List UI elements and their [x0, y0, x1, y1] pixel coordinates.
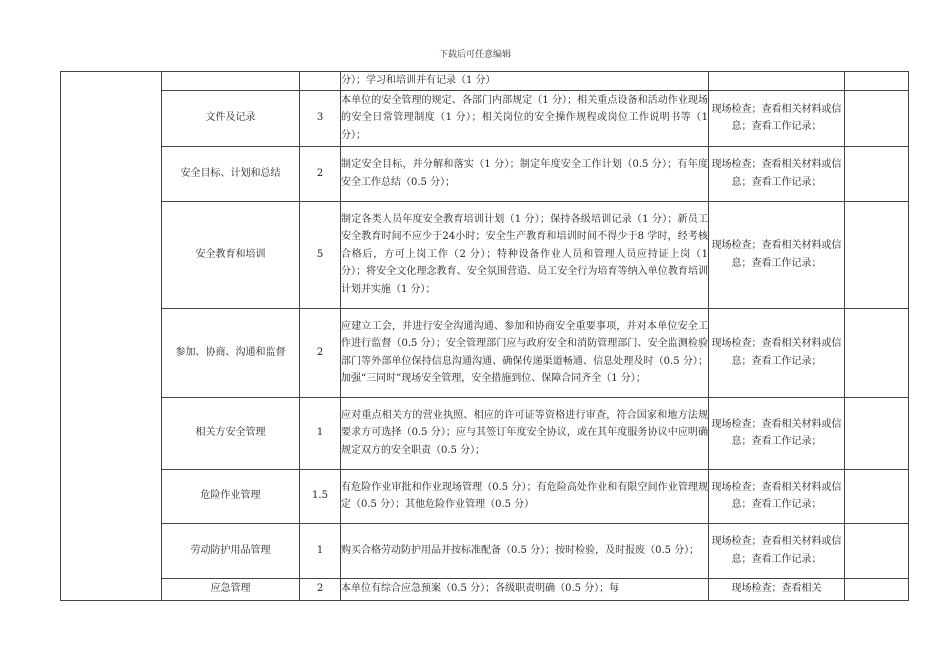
category-cell	[61, 72, 162, 601]
table-row	[61, 523, 909, 578]
method-cell: 现场检查；查看相关材料或信息；查看工作记录；	[709, 523, 845, 578]
inspection-table	[60, 71, 909, 601]
content-cell: 有危险作业审批和作业现场管理（0.5 分）；有危险高处作业和有限空间作业管理规定（0.5 分）；其他危险作业管理（0.5 分）	[341, 469, 709, 523]
score-cell: 2	[300, 578, 341, 600]
result-cell	[845, 578, 909, 600]
result-cell	[845, 308, 909, 397]
content-cell: 购买合格劳动防护用品并按标准配备（0.5 分）；按时检验，及时报废（0.5 分）；	[341, 523, 709, 578]
item-cell: 参加、协商、沟通和监督	[162, 308, 300, 397]
content-cell: 制定安全目标，并分解和落实（1 分）；制定年度安全工作计划（0.5 分）；有年度安全工作总结（0.5 分）；	[341, 146, 709, 201]
table-row	[61, 201, 909, 308]
content-cell: 本单位有综合应急预案（0.5 分）；各级职责明确（0.5 分）；每	[341, 578, 709, 600]
score-cell: 5	[300, 201, 341, 308]
result-cell	[845, 397, 909, 469]
result-cell	[845, 90, 909, 146]
score-cell: 2	[300, 146, 341, 201]
method-cell: 现场检查；查看相关	[709, 578, 845, 600]
page-header-note: 下载后可任意编辑	[438, 50, 511, 60]
method-cell	[709, 72, 845, 91]
item-cell	[162, 72, 300, 91]
method-cell: 现场检查；查看相关材料或信息；查看工作记录；	[709, 469, 845, 523]
method-cell: 现场检查；查看相关材料或信息；查看工作记录；	[709, 201, 845, 308]
result-cell	[845, 146, 909, 201]
table-row	[61, 397, 909, 469]
score-cell: 3	[300, 90, 341, 146]
item-cell: 危险作业管理	[162, 469, 300, 523]
item-cell: 劳动防护用品管理	[162, 523, 300, 578]
result-cell	[845, 72, 909, 91]
result-cell	[845, 469, 909, 523]
item-cell: 相关方安全管理	[162, 397, 300, 469]
table-row	[61, 90, 909, 146]
table-row	[61, 72, 909, 91]
score-cell: 1.5	[300, 469, 341, 523]
content-cell: 应对重点相关方的营业执照、相应的许可证等资格进行审查，符合国家和地方法规要求方可选择（0.5 分）；应与其签订年度安全协议，或在其年度服务协议中应明确规定双方的安全职责（0.5 分）；	[341, 397, 709, 469]
method-cell: 现场检查；查看相关材料或信息；查看工作记录；	[709, 308, 845, 397]
table-row	[61, 308, 909, 397]
table-row	[61, 146, 909, 201]
score-cell: 1	[300, 397, 341, 469]
score-cell: 2	[300, 308, 341, 397]
table-row	[61, 578, 909, 600]
item-cell: 安全目标、计划和总结	[162, 146, 300, 201]
item-cell: 安全教育和培训	[162, 201, 300, 308]
item-cell: 应急管理	[162, 578, 300, 600]
method-cell: 现场检查；查看相关材料或信息；查看工作记录；	[709, 146, 845, 201]
score-cell	[300, 72, 341, 91]
method-cell: 现场检查；查看相关材料或信息；查看工作记录；	[709, 397, 845, 469]
result-cell	[845, 523, 909, 578]
table-row	[61, 469, 909, 523]
content-cell: 分）；学习和培训并有记录（1 分）	[341, 72, 709, 91]
item-cell: 文件及记录	[162, 90, 300, 146]
content-cell: 本单位的安全管理的规定、各部门内部规定（1 分）；相关重点设备和活动作业现场的安全日常管理制度（1 分）；相关岗位的安全操作规程或岗位工作说明书等（1 分）；	[341, 90, 709, 146]
content-cell: 应建立工会，并进行安全沟通沟通、参加和协商安全重要事项，并对本单位安全工作进行监督（0.5 分）；安全管理部门应与政府安全和消防管理部门、安全监测检验部门等外部单位保持信息沟通沟通、确保传递渠道畅通、信息处理及时（0.5 分）；加强“三同时”现场安全管理，安全措施到位、保障合同齐全（1 分）；	[341, 308, 709, 397]
content-cell: 制定各类人员年度安全教育培训计划（1 分）；保持各级培训记录（1 分）；新员工安全教育时间不应少于24小时；安全生产教育和培训时间不得少于8 学时，经考核合格后，方可上岗工作（2 分）；特种设备作业人员和管理人员应持证上岗（1 分）；将安全文化理念教育、安全氛围营造、员工安全行为培育等纳入单位教育培训计划并实施（1 分）；	[341, 201, 709, 308]
result-cell	[845, 201, 909, 308]
method-cell: 现场检查；查看相关材料或信息；查看工作记录；	[709, 90, 845, 146]
score-cell: 1	[300, 523, 341, 578]
